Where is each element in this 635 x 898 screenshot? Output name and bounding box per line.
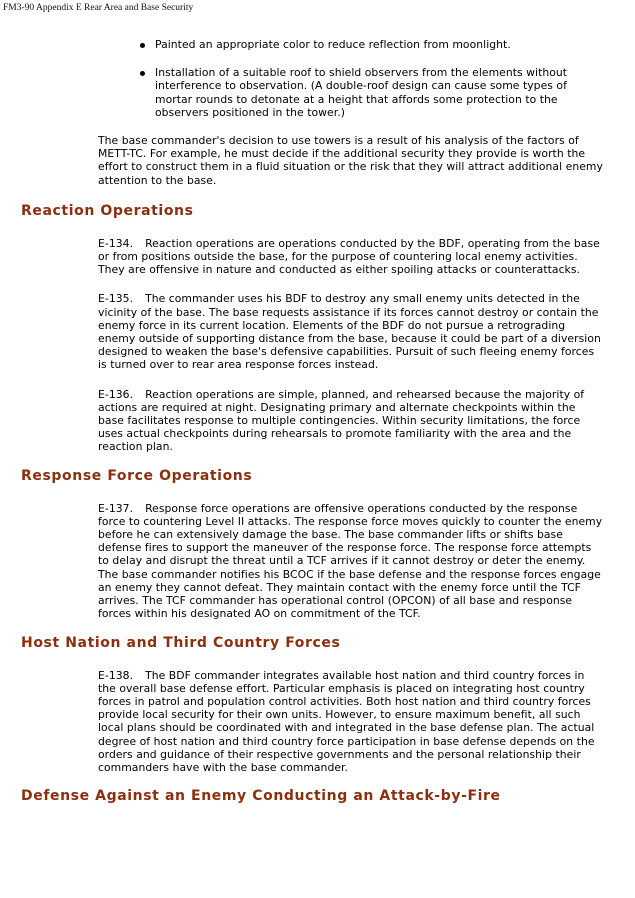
paragraph-number: E-135.: [98, 292, 134, 306]
bullet-item: [155, 38, 575, 51]
section-heading-defense-against-attack-by-fire: Defense Against an Enemy Conducting an Attack-by-Fire: [21, 788, 501, 805]
bullet-dot-icon: [140, 71, 145, 76]
paragraph-e-137: [98, 502, 604, 621]
bullet-text: Painted an appropriate color to reduce reflection from moonlight.: [155, 38, 511, 51]
paragraph-number: E-137.: [98, 501, 134, 515]
bullet-dot-icon: [140, 43, 145, 48]
section-heading-host-nation-third-country-forces: Host Nation and Third Country Forces: [21, 634, 341, 651]
paragraph-number: E-136.: [98, 387, 134, 401]
paragraph-e-138: [98, 669, 604, 775]
paragraph-text: Response force operations are offensive operations conducted by the response force to countering Level II attacks. The response force moves quickly to counter the enemy before he can extensively damage the base. The base commander lifts or shifts base defense fires to support the maneuver of the response force. The response force attempts to delay and disrupt the threat until a TCF arrives if it cannot destroy or deter the enemy. The base commander notifies his BCOC if the base defense and the response forces engage an enemy they cannot defeat. They maintain contact with the enemy force until the TCF arrives. The TCF commander has operational control (OPCON) of all base and response forces within his designated AO on commitment of the TCF.: [98, 501, 603, 621]
section-heading-reaction-operations: Reaction Operations: [21, 202, 194, 219]
intro-paragraph: The base commander's decision to use towers is a result of his analysis of the factors of METT-TC. For example, he must decide if the additional security they provide is worth the effort to construct them in a fluid situation or the risk that they will attract additional enemy attention to the base.: [98, 134, 603, 187]
section-heading-response-force-operations: Response Force Operations: [21, 467, 253, 484]
bullet-text: Installation of a suitable roof to shield observers from the elements without interference to observation. (A double-roof design can cause some types of mortar rounds to detonate at a height that affords some protection to the observers positioned in the tower.): [155, 66, 568, 119]
document-body: [0, 38, 635, 822]
paragraph-text: The commander uses his BDF to destroy any small enemy units detected in the vicinity of the base. The base requests assistance if its forces cannot destroy or contain the enemy force in its current location. Elements of the BDF do not pursue a retrograding enemy outside of supporting distance from the base, because it could be part of a diversion designed to weaken the base's defensive capabilities. Pursuit of such fleeing enemy forces is turned over to rear area response forces instead.: [98, 292, 601, 372]
paragraph-e-135: [98, 292, 604, 371]
paragraph-number: E-138.: [98, 668, 134, 682]
paragraph-text: Reaction operations are simple, planned, and rehearsed because the majority of actions are required at night. Designating primary and alternate checkpoints within the base facilitates response to multiple contingencies. Within security limitations, the force uses actual checkpoints during rehearsals to promote familiarity with the area and the reaction plan.: [98, 387, 585, 454]
paragraph-e-134: [98, 237, 604, 277]
bullet-item: [155, 66, 575, 119]
running-header: FM3-90 Appendix E Rear Area and Base Security: [3, 3, 194, 13]
bullet-list: [0, 38, 635, 119]
paragraph-e-136: [98, 388, 604, 454]
paragraph-number: E-134.: [98, 236, 134, 250]
paragraph-text: Reaction operations are operations conducted by the BDF, operating from the base or from positions outside the base, for the purpose of countering local enemy activities. They are offensive in nature and conducted as either spoiling attacks or counterattacks.: [98, 236, 600, 277]
paragraph-text: The BDF commander integrates available host nation and third country forces in the overall base defense effort. Particular emphasis is placed on integrating host country forces in patrol and population control activities. Both host nation and third country forces provide local security for their own units. However, to ensure maximum benefit, all such local plans should be coordinated with and integrated in the base defense plan. The actual degree of host nation and third country force participation in base defense depends on the orders and guidance of their respective governments and the personal relationship their commanders have with the base commander.: [98, 668, 595, 774]
